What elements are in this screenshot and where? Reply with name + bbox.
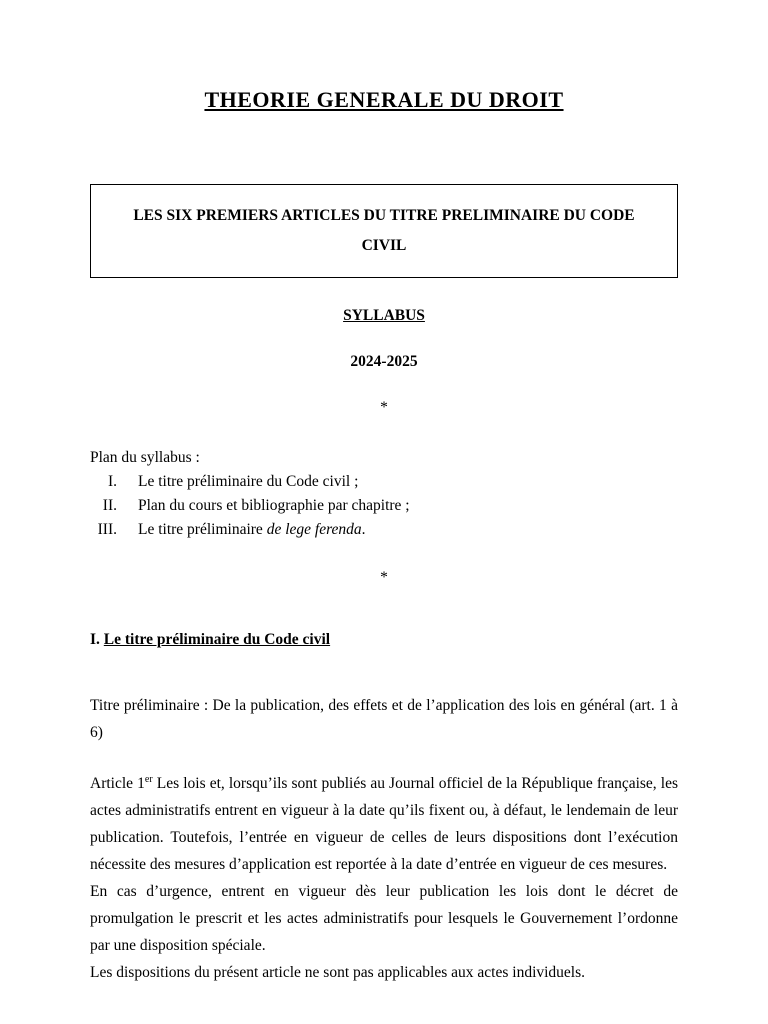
syllabus-heading	[90, 306, 678, 326]
separator-asterisk: *	[380, 399, 388, 416]
list-item-text-post: .	[361, 521, 366, 538]
plan-label: Plan du syllabus :	[90, 449, 200, 466]
article-1-body-text: Les lois et, lorsqu’ils sont publiés au Journal officiel de la République française, les actes administratifs entrent en vigueur à la date qu’ils fixent ou, à défaut, le lendemain de leur publication. Toutefois, l’entrée en vigueur de celles de leurs dispositions dont l’exécution nécessite des mesures d’application est reportée à la date d’entrée en vigueur de ces mesures.	[90, 775, 678, 873]
list-item	[90, 494, 678, 518]
list-item-numeral: III.	[97, 521, 117, 538]
list-item-numeral: I.	[107, 473, 117, 490]
plan-list	[90, 470, 678, 542]
list-item-text	[138, 518, 366, 542]
list-item-text-italic: de lege ferenda	[266, 521, 362, 538]
paragraph-titre-preliminaire: Titre préliminaire : De la publication, des effets et de l’application des lois en général (art. 1 à 6)	[90, 697, 678, 741]
section-heading	[90, 628, 678, 652]
article-1-ordinal-superscript: er	[144, 773, 153, 785]
paragraph-article-1	[90, 770, 678, 878]
list-item-text-pre: Le titre préliminaire du Code civil ;	[138, 473, 359, 490]
section-heading-title: Le titre préliminaire du Code civil	[103, 631, 331, 648]
list-item-text	[138, 470, 358, 494]
separator-asterisk: *	[380, 569, 388, 586]
list-item	[90, 518, 678, 542]
year-heading: 2024-2025	[350, 353, 418, 370]
section-heading-numeral: I.	[90, 631, 104, 648]
boxed-subtitle-text: LES SIX PREMIERS ARTICLES DU TITRE PRELIMINAIRE DU CODE CIVIL	[133, 207, 635, 254]
syllabus-heading-text: SYLLABUS	[343, 307, 425, 324]
list-item-text-pre: Le titre préliminaire	[138, 521, 267, 538]
paragraph-urgence: En cas d’urgence, entrent en vigueur dès leur publication les lois dont le décret de promulgation le prescrit et les actes administratifs pour lesquels le Gouvernement l’ordonne par une disposition spéciale.	[90, 883, 678, 954]
list-item-text	[138, 494, 410, 518]
paragraph-dispositions: Les dispositions du présent article ne sont pas applicables aux actes individuels.	[90, 964, 586, 981]
document-title: THEORIE GENERALE DU DROIT	[204, 87, 564, 112]
boxed-subtitle	[90, 184, 678, 278]
list-item-numeral: II.	[102, 497, 117, 514]
article-1-label: Article 1	[90, 775, 145, 792]
list-item-text-pre: Plan du cours et bibliographie par chapitre ;	[138, 497, 410, 514]
list-item	[90, 470, 678, 494]
